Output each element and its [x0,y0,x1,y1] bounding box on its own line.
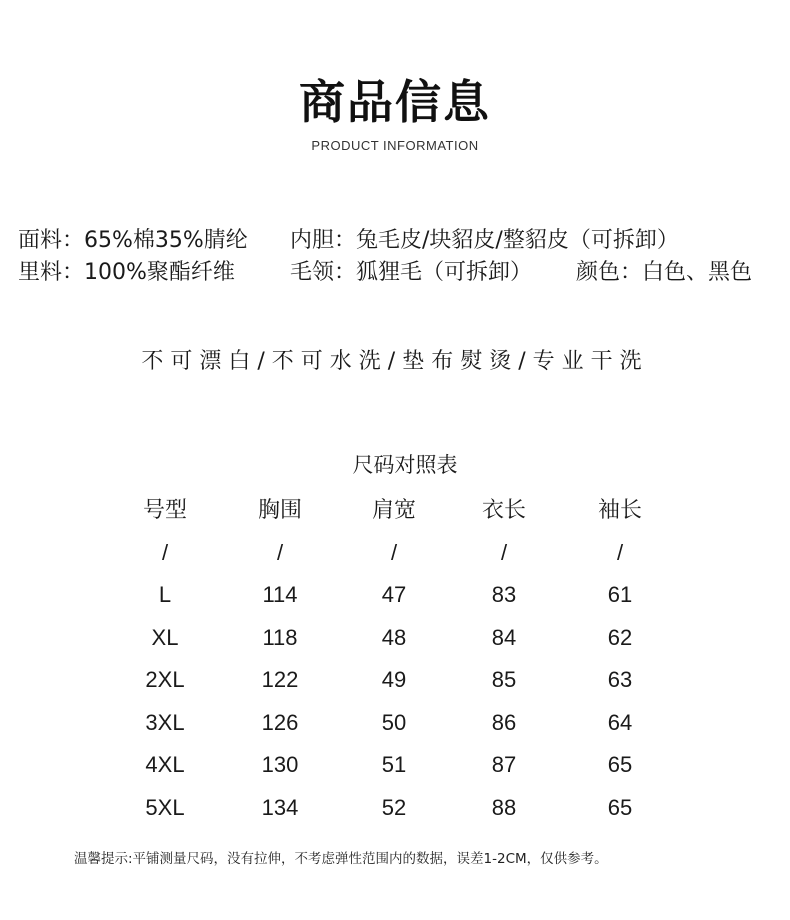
table-cell-shoulder: 48 [381,625,407,650]
table-cell-chest: 126 [261,710,299,735]
table-cell-size: 4XL [145,752,185,777]
table-header-shoulder: 肩宽 [371,498,416,523]
table-unit-size: / [161,540,169,565]
table-unit-sleeve: / [616,540,624,565]
table-header-length: 衣长 [481,498,526,523]
table-cell-length: 84 [491,625,517,650]
table-cell-shoulder: 50 [381,710,407,735]
table-cell-sleeve: 65 [607,752,633,777]
table-cell-chest: 134 [261,795,299,820]
table-cell-sleeve: 65 [607,795,633,820]
table-unit-length: / [500,540,508,565]
page-title: 商品信息 [299,75,491,129]
table-cell-sleeve: 62 [607,625,633,650]
table-cell-length: 86 [491,710,517,735]
footnote: 温馨提示:平铺测量尺码，没有拉伸，不考虑弹性范围内的数据，误差1-2CM，仅供参考。 [74,851,608,867]
spec-lining: 内胆：兔毛皮/块貂皮/整貂皮（可拆卸） [290,228,679,253]
table-header-chest: 胸围 [257,498,302,523]
table-cell-sleeve: 61 [607,582,633,607]
table-header-size: 号型 [142,498,187,523]
table-cell-size: XL [151,625,179,650]
table-cell-size: 3XL [145,710,185,735]
table-unit-chest: / [276,540,284,565]
table-header-sleeve: 袖长 [597,498,642,523]
spec-color: 颜色：白色、黑色 [576,260,753,285]
table-cell-chest: 122 [261,667,299,692]
table-cell-sleeve: 63 [607,667,633,692]
care-instructions: 不可漂白/不可水洗/垫布熨烫/专业干洗 [141,349,649,374]
page-subtitle: PRODUCT INFORMATION [311,138,479,153]
table-cell-shoulder: 51 [381,752,407,777]
spec-fabric: 面料：65%棉35%腈纶 [18,228,248,253]
table-cell-length: 83 [491,582,517,607]
table-cell-chest: 114 [262,582,298,607]
table-cell-length: 87 [491,752,517,777]
table-cell-chest: 130 [261,752,299,777]
table-cell-length: 88 [491,795,517,820]
table-cell-sleeve: 64 [607,710,633,735]
table-cell-chest: 118 [262,625,298,650]
table-unit-shoulder: / [390,540,398,565]
size-chart-title: 尺码对照表 [352,453,458,477]
spec-inner: 里料：100%聚酯纤维 [18,260,235,285]
table-cell-shoulder: 49 [381,667,407,692]
table-cell-shoulder: 47 [381,582,407,607]
table-cell-size: 5XL [145,795,185,820]
spec-collar: 毛领：狐狸毛（可拆卸） [290,260,533,285]
table-cell-size: L [158,582,172,607]
table-cell-size: 2XL [145,667,185,692]
table-cell-length: 85 [491,667,517,692]
table-cell-shoulder: 52 [381,795,407,820]
